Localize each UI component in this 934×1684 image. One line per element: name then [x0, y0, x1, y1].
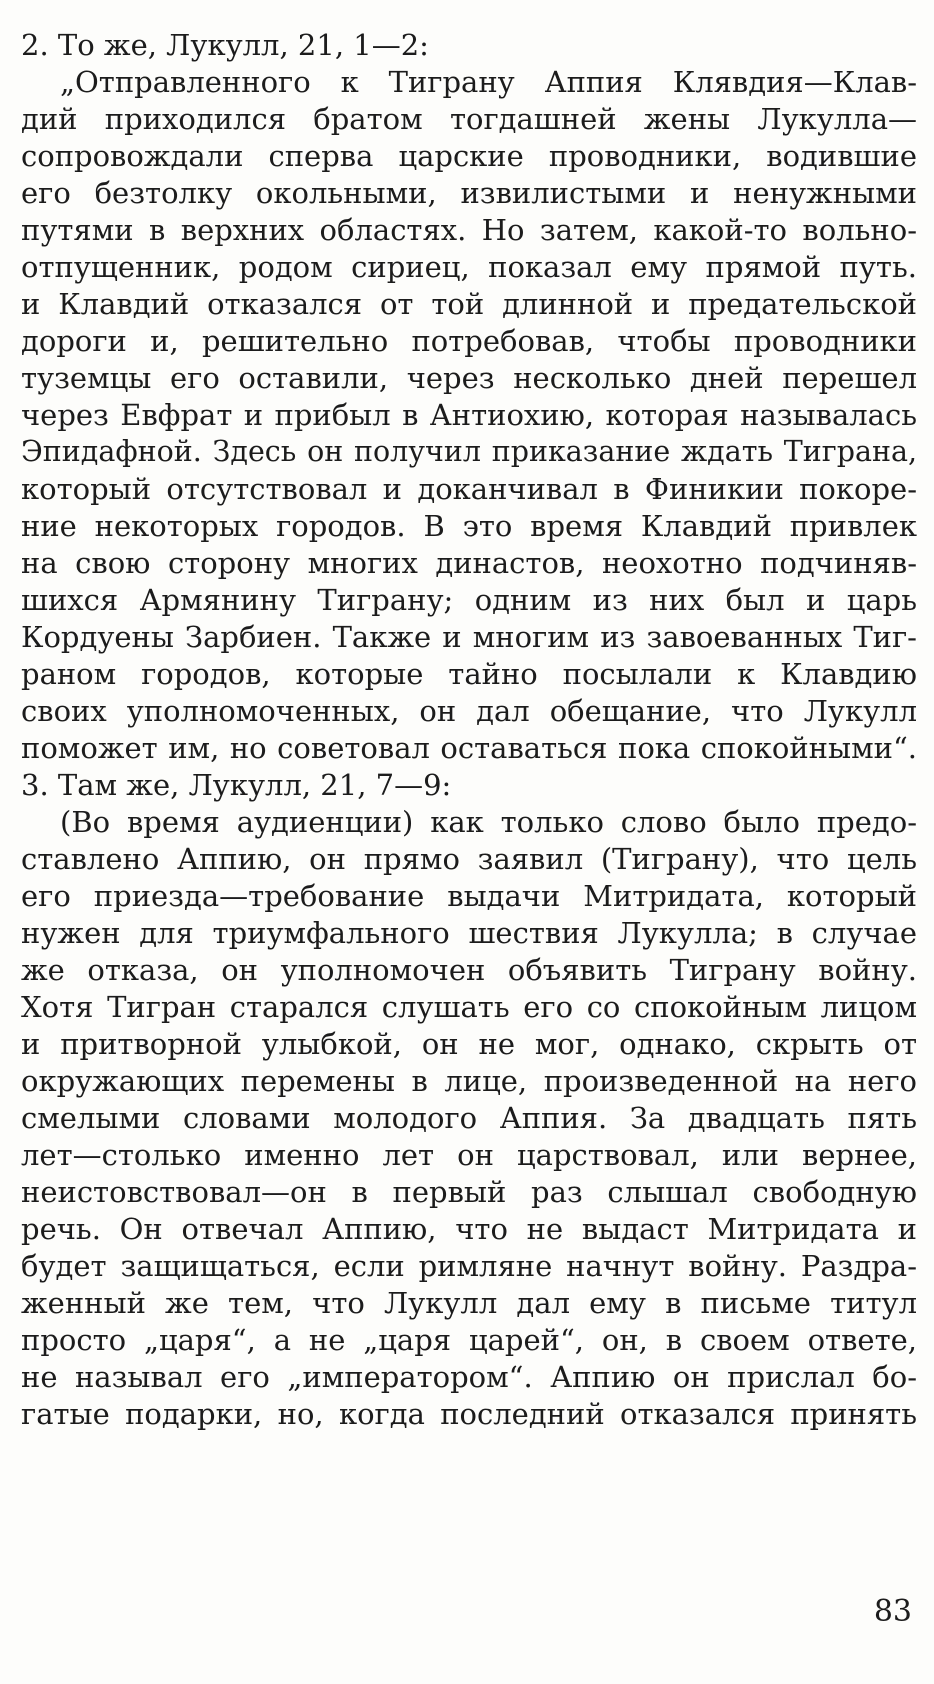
text-line: Эпидафной. Здесь он получил приказание ждать Тиграна,: [21, 435, 917, 468]
text-line: дороги и, решительно потребовав, чтобы проводники: [21, 324, 917, 358]
text-line: просто „царя“, а не „царя царей“, он, в своем ответе,: [21, 1323, 917, 1357]
text-line: не называл его „императором“. Аппию он прислал бо-: [21, 1360, 917, 1394]
text-line: Кордуены Зарбиен. Также и многим из завоеванных Тиг-: [21, 620, 917, 654]
text-line: будет защищаться, если римляне начнут войну. Раздра-: [21, 1249, 917, 1283]
text-line: его приезда—требование выдачи Митридата, который: [21, 879, 917, 913]
text-line: „Отправленного к Тиграну Аппия Клявдия—Клав-: [60, 65, 917, 99]
text-line: путями в верхних областях. Но затем, какой-то вольно-: [21, 213, 917, 247]
text-line: смелыми словами молодого Аппия. За двадцать пять: [21, 1101, 917, 1135]
text-line: ставлено Аппию, он прямо заявил (Тиграну), что цель: [21, 842, 917, 876]
text-line: своих уполномоченных, он дал обещание, что Лукулл: [21, 694, 917, 728]
text-line: окружающих перемены в лице, произведенной на него: [21, 1064, 917, 1098]
section-3-heading: 3. Там же, Лукулл, 21, 7—9:: [21, 768, 452, 802]
text-line: нужен для триумфального шествия Лукулла; в случае: [21, 916, 917, 950]
section-2-heading: 2. То же, Лукулл, 21, 1—2:: [21, 28, 429, 62]
text-line: речь. Он отвечал Аппию, что не выдаст Митридата и: [21, 1212, 917, 1246]
text-line: лет—столько именно лет он царствовал, или вернее,: [21, 1138, 917, 1172]
text-line: неистовствовал—он в первый раз слышал свободную: [21, 1175, 917, 1209]
text-line: гатые подарки, но, когда последний отказался принять: [21, 1397, 917, 1431]
text-line: Хотя Тигран старался слушать его со спокойным лицом: [21, 990, 917, 1024]
text-line: отпущенник, родом сириец, показал ему прямой путь.: [21, 250, 917, 284]
text-line: который отсутствовал и доканчивал в Финикии покоре-: [21, 472, 917, 506]
text-line: поможет им, но советовал оставаться пока спокойными“.: [21, 731, 917, 765]
text-line: ние некоторых городов. В это время Клавдий привлек: [21, 509, 917, 543]
text-line: и притворной улыбкой, он не мог, однако, скрыть от: [21, 1027, 917, 1061]
text-line: женный же тем, что Лукулл дал ему в письме титул: [21, 1286, 917, 1320]
text-line: (Во время аудиенции) как только слово было предо-: [60, 805, 917, 839]
text-line: туземцы его оставили, через несколько дней перешел: [21, 361, 917, 395]
text-line: раном городов, которые тайно посылали к Клавдию: [21, 657, 917, 691]
text-line: через Евфрат и прибыл в Антиохию, которая называлась: [21, 398, 917, 432]
text-line: его безтолку окольными, извилистыми и ненужными: [21, 176, 917, 210]
text-line: же отказа, он уполномочен объявить Тиграну войну.: [21, 953, 917, 987]
text-line: дий приходился братом тогдашней жены Лукулла—: [21, 102, 917, 136]
page-number: 83: [873, 1594, 912, 1629]
text-line: и Клавдий отказался от той длинной и предательской: [21, 287, 917, 321]
text-line: сопровождали сперва царские проводники, водившие: [21, 139, 917, 173]
text-line: на свою сторону многих династов, неохотно подчиняв-: [21, 546, 917, 580]
text-line: шихся Армянину Тиграну; одним из них был и царь: [21, 583, 917, 617]
